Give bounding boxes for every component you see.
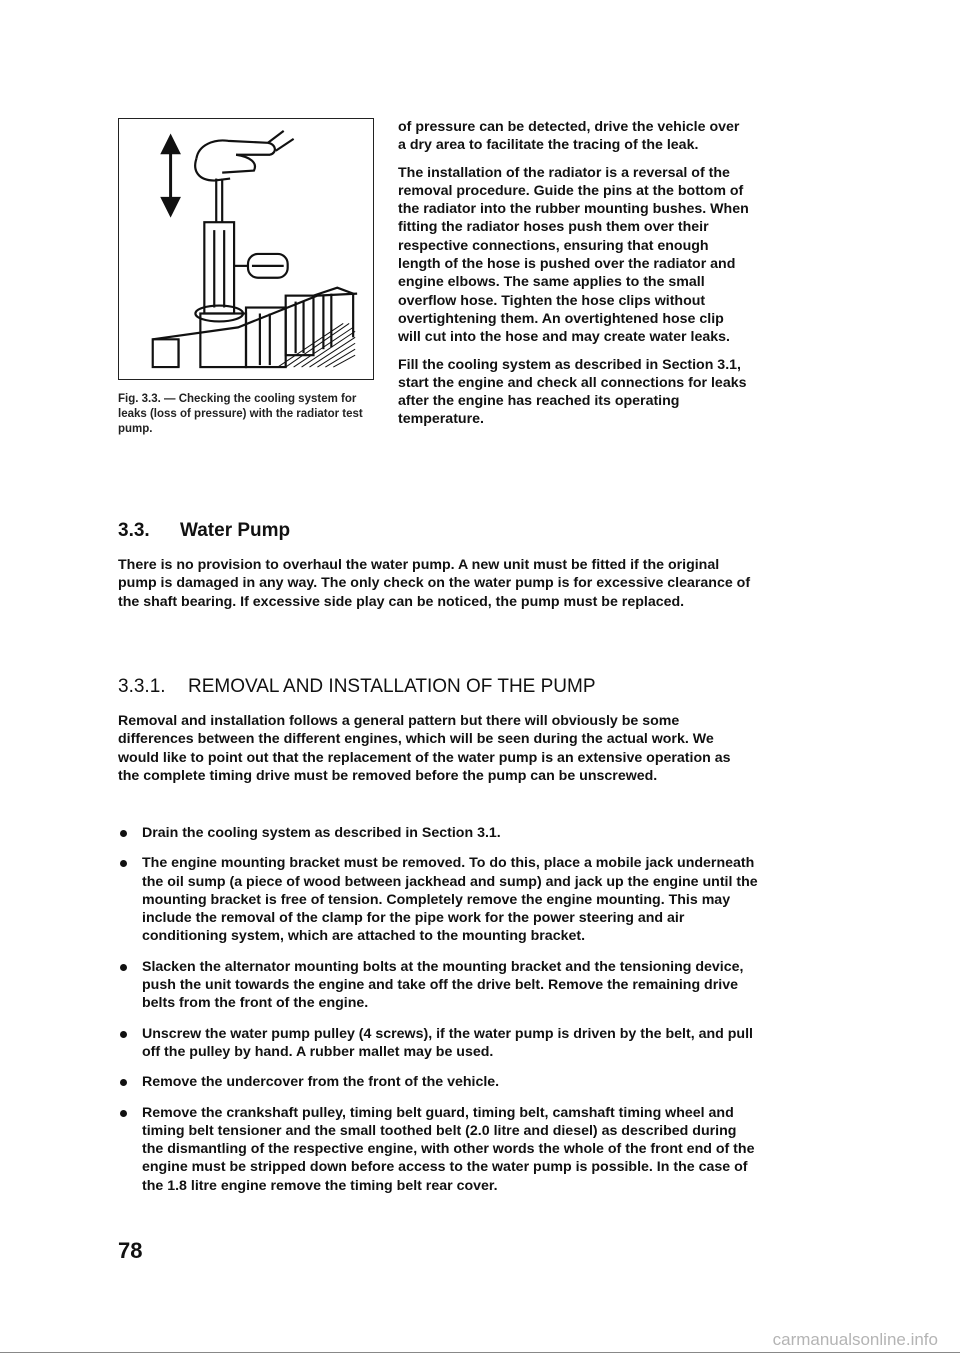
footer-divider	[0, 1352, 960, 1353]
subsection-title: REMOVAL AND INSTALLATION OF THE PUMP	[188, 676, 596, 697]
radiator-pump-illustration	[119, 119, 373, 379]
bullet-icon	[120, 830, 127, 837]
bullet-icon	[120, 860, 127, 867]
figure-caption: Fig. 3.3. — Checking the cooling system for leaks (loss of pressure) with the radiator test pump.	[118, 393, 363, 435]
list-item: The engine mounting bracket must be removed. To do this, place a mobile jack underneath the oil sump (a piece of wood between jackhead and sump) and jack up the engine until the mounting bracket is free of tension. Completely remove the engine mounting. This may include the removal of the clamp for the pipe work for the power steering and air conditioning system, which are attached to the mounting bracket.	[118, 854, 758, 945]
list-item: Slacken the alternator mounting bolts at the mounting bracket and the tensioning device, push the unit towards the engine and take off the drive belt. Remove the remaining drive belts from the front of the engine.	[118, 958, 758, 1013]
section-title: Water Pump	[180, 520, 291, 541]
figure-radiator-test-pump	[118, 118, 374, 380]
list-item: Remove the crankshaft pulley, timing belt guard, timing belt, camshaft timing wheel and timing belt tensioner and the small toothed belt (2.0 litre and diesel) as described during the dismantling of the respective engine, with other words the whole of the front end of the engine must be stripped down before access to the water pump is possible. In the case of the 1.8 litre engine remove the timing belt rear cover.	[118, 1104, 758, 1195]
bullet-icon	[120, 1031, 127, 1038]
bullet-icon	[120, 1079, 127, 1086]
bullet-icon	[120, 1110, 127, 1117]
subsection-number: 3.3.1.	[118, 676, 166, 697]
paragraph: of pressure can be detected, drive the vehicle over a dry area to facilitate the tracing of the leak.	[398, 119, 740, 154]
section-heading	[118, 520, 758, 542]
subsection-body: Removal and installation follows a general pattern but there will obviously be some differences between the different engines, which will be seen during the actual work. We would like to point out that the replacement of the water pump is an extensive operation as the complete timing drive must be removed before the pump can be unscrewed.	[118, 713, 731, 784]
procedure-list	[118, 824, 758, 1207]
watermark: carmanualsonline.info	[772, 1330, 938, 1349]
list-item: Drain the cooling system as described in Section 3.1.	[118, 824, 758, 842]
paragraph: Fill the cooling system as described in Section 3.1, start the engine and check all connections for leaks after the engine has reached its operating temperature.	[398, 356, 747, 428]
list-item: Unscrew the water pump pulley (4 screws), if the water pump is driven by the belt, and pull off the pulley by hand. A rubber mallet may be used.	[118, 1025, 758, 1062]
section-number: 3.3.	[118, 520, 150, 541]
page-number: 78	[118, 1238, 143, 1263]
section-body: There is no provision to overhaul the water pump. A new unit must be fitted if the original pump is damaged in any way. The only check on the water pump is for excessive clearance of the shaft bearing. If excessive side play can be noticed, the pump must be replaced.	[118, 557, 751, 610]
list-item: Remove the undercover from the front of the vehicle.	[118, 1073, 758, 1091]
right-column-text	[398, 118, 750, 438]
bullet-icon	[120, 964, 127, 971]
subsection-heading	[118, 676, 758, 698]
paragraph: The installation of the radiator is a reversal of the removal procedure. Guide the pins at the bottom of the radiator into the rubber mounting bushes. When fitting the radiator hoses push them over their respective connections, ensuring that enough length of the hose is pushed over the radiator and engine elbows. The same applies to the small overflow hose. Tighten the hose clips without overtightening them. An overtightened hose clip will cut into the hose and may create water leaks.	[398, 164, 749, 346]
